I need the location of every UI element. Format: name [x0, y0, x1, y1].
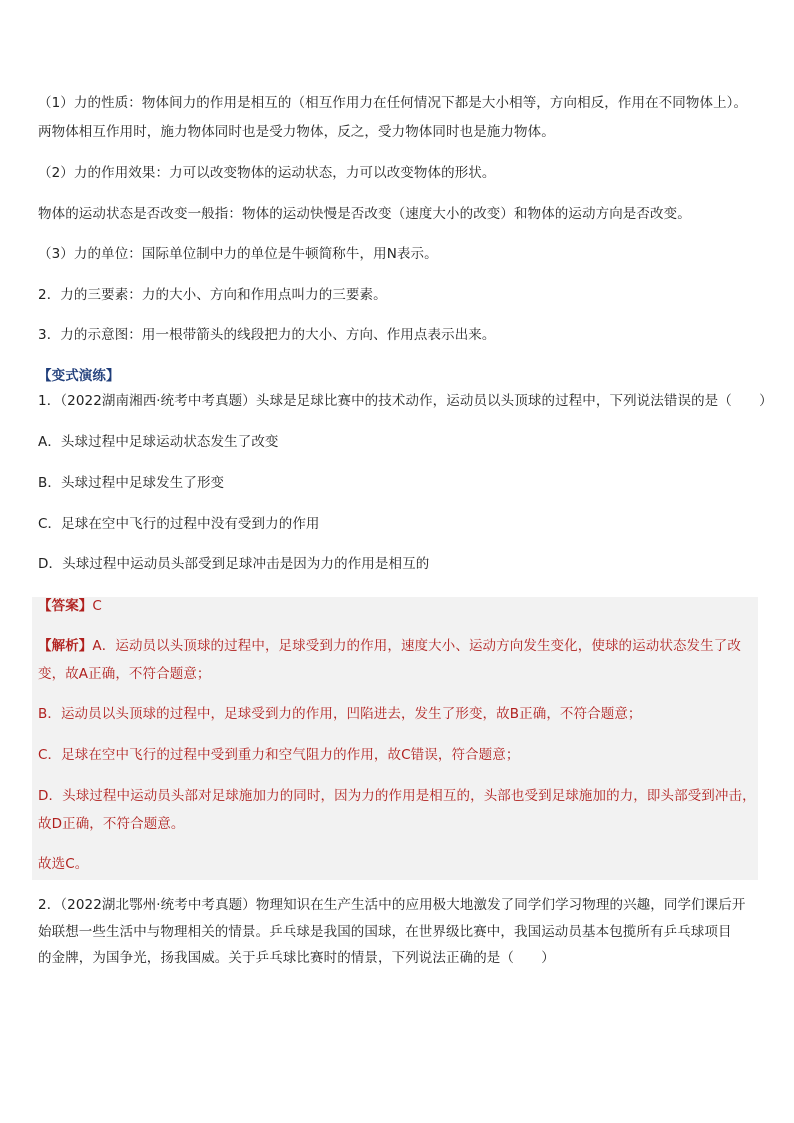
analysis-a-line-2: 变，故A正确，不符合题意； [38, 666, 211, 682]
analysis-a-text: A．运动员以头顶球的过程中，足球受到力的作用，速度大小、运动方向发生变化，使球的运动状态发生了改 [92, 638, 741, 654]
knowledge-line-1: （1）力的性质：物体间力的作用是相互的（相互作用力在任何情况下都是大小相等，方向相反，作用在不同物体上）。 [38, 95, 748, 111]
knowledge-line-4: 物体的运动状态是否改变一般指：物体的运动快慢是否改变（速度大小的改变）和物体的运动方向是否改变。 [38, 206, 691, 222]
knowledge-line-6: 2．力的三要素：力的大小、方向和作用点叫力的三要素。 [38, 287, 387, 303]
question-1-option-c: C．足球在空中飞行的过程中没有受到力的作用 [38, 516, 320, 532]
analysis-a-line-1 [38, 636, 760, 656]
analysis-d-line-2: 故D正确，不符合题意。 [38, 816, 185, 832]
question-1-stem: 1．（2022湖南湘西·统考中考真题）头球是足球比赛中的技术动作，运动员以头顶球的过程中，下列说法错误的是（ ） [38, 393, 773, 409]
question-1-option-b: B．头球过程中足球发生了形变 [38, 475, 225, 491]
answer-label: 【答案】 [38, 598, 93, 614]
question-2-line-3: 的金牌，为国争光，扬我国威。关于乒乓球比赛时的情景，下列说法正确的是（ ） [38, 950, 555, 966]
knowledge-line-2: 两物体相互作用时，施力物体同时也是受力物体，反之，受力物体同时也是施力物体。 [38, 124, 555, 140]
knowledge-line-7: 3．力的示意图：用一根带箭头的线段把力的大小、方向、作用点表示出来。 [38, 327, 496, 343]
analysis-label: 【解析】 [38, 638, 93, 654]
knowledge-line-5: （3）力的单位：国际单位制中力的单位是牛顿简称牛，用N表示。 [38, 246, 438, 262]
answer-value: C [92, 598, 102, 614]
analysis-d-line-1: D．头球过程中运动员头部对足球施加力的同时，因为力的作用是相互的，头部也受到足球施加的力，即头部受到冲击， [38, 788, 756, 804]
answer-line [38, 596, 760, 616]
knowledge-line-3: （2）力的作用效果：力可以改变物体的运动状态，力可以改变物体的形状。 [38, 165, 496, 181]
section-title: 【变式演练】 [38, 368, 120, 384]
analysis-b: B．运动员以头顶球的过程中，足球受到力的作用，凹陷进去，发生了形变，故B正确，不符合题意； [38, 706, 642, 722]
question-1-option-a: A．头球过程中足球运动状态发生了改变 [38, 434, 279, 450]
analysis-conclusion: 故选C。 [38, 856, 89, 872]
question-2-line-2: 始联想一些生活中与物理相关的情景。乒乓球是我国的国球，在世界级比赛中，我国运动员基本包揽所有乒乓球项目 [38, 924, 732, 940]
question-1-option-d: D．头球过程中运动员头部受到足球冲击是因为力的作用是相互的 [38, 556, 430, 572]
question-2-line-1: 2．（2022湖北鄂州·统考中考真题）物理知识在生产生活中的应用极大地激发了同学们学习物理的兴趣，同学们课后开 [38, 897, 746, 913]
analysis-c: C．足球在空中飞行的过程中受到重力和空气阻力的作用，故C错误，符合题意； [38, 747, 520, 763]
